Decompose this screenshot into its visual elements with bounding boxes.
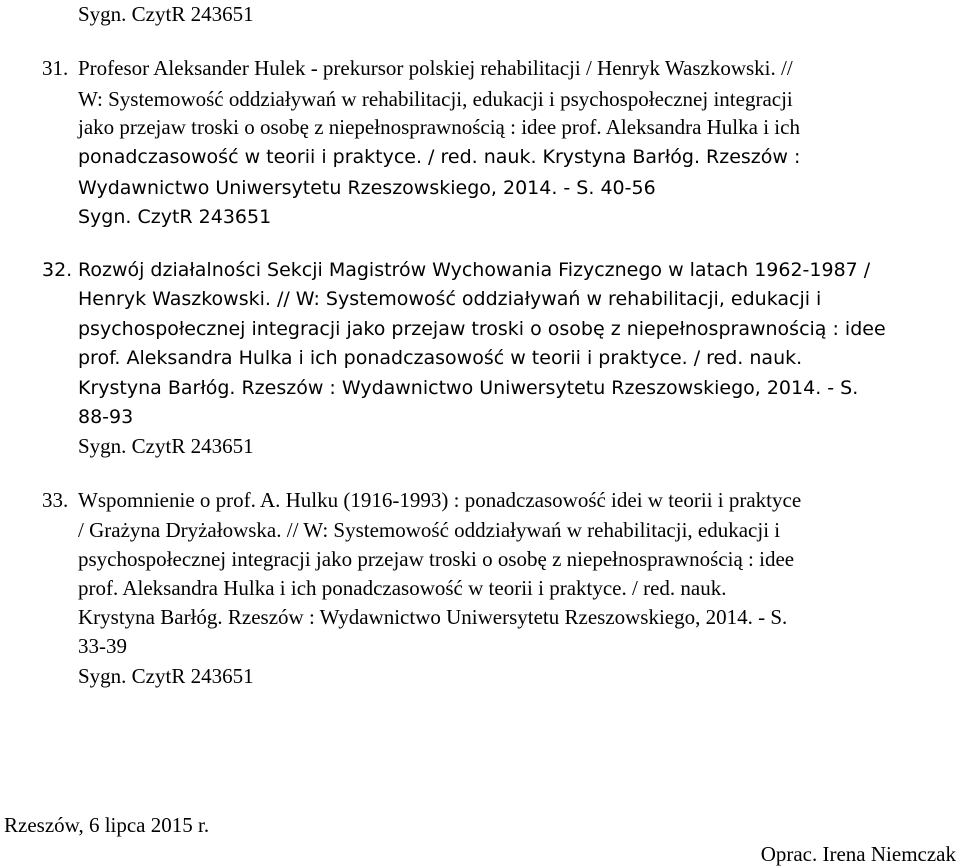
place-and-date: Rzeszów, 6 lipca 2015 r. bbox=[4, 813, 210, 837]
entry-line: prof. Aleksandra Hulka i ich ponadczasowość w teorii i praktyce. / red. nauk. bbox=[78, 576, 727, 600]
entry-line: 33-39 bbox=[78, 634, 127, 658]
entry-line: Henryk Waszkowski. // W: Systemowość oddziaływań w rehabilitacji, edukacji i bbox=[78, 288, 822, 310]
prepared-by: Oprac. Irena Niemczak bbox=[760, 842, 956, 866]
entry-line: Wydawnictwo Uniwersytetu Rzeszowskiego, 2014. - S. 40-56 bbox=[78, 177, 656, 199]
entry-line: / Grażyna Dryżałowska. // W: Systemowość oddziaływań w rehabilitacji, edukacji i bbox=[78, 518, 781, 542]
top-signature: Sygn. CzytR 243651 bbox=[78, 2, 254, 26]
entry-line: W: Systemowość oddziaływań w rehabilitacji, edukacji i psychospołecznej integracji bbox=[78, 87, 793, 111]
entry-signature: Sygn. CzytR 243651 bbox=[78, 206, 272, 228]
entry-line: Wspomnienie o prof. A. Hulku (1916-1993) : ponadczasowość idei w teorii i praktyce bbox=[78, 488, 802, 512]
entry-line: jako przejaw troski o osobę z niepełnosprawnością : idee prof. Aleksandra Hulka i ich bbox=[78, 115, 800, 139]
entry-line: Krystyna Barłóg. Rzeszów : Wydawnictwo Uniwersytetu Rzeszowskiego, 2014. - S. bbox=[78, 605, 788, 629]
entry-line: Krystyna Barłóg. Rzeszów : Wydawnictwo Uniwersytetu Rzeszowskiego, 2014. - S. bbox=[78, 377, 859, 399]
entry-line: psychospołecznej integracji jako przejaw troski o osobę z niepełnosprawnością : idee bbox=[78, 547, 795, 571]
entry-line: psychospołecznej integracji jako przejaw troski o osobę z niepełnosprawnością : idee bbox=[78, 318, 886, 340]
entry-line: ponadczasowość w teorii i praktyce. / red. nauk. Krystyna Barłóg. Rzeszów : bbox=[78, 146, 801, 168]
entry-signature: Sygn. CzytR 243651 bbox=[78, 434, 254, 458]
entry-number: 31. bbox=[42, 56, 69, 80]
entry-number: 33. bbox=[42, 488, 69, 512]
entry-line: Rozwój działalności Sekcji Magistrów Wychowania Fizycznego w latach 1962-1987 / bbox=[78, 259, 871, 281]
entry-number: 32. bbox=[42, 259, 73, 281]
entry-line: 88-93 bbox=[78, 406, 134, 428]
entry-line: Profesor Aleksander Hulek - prekursor polskiej rehabilitacji / Henryk Waszkowski. // bbox=[78, 56, 793, 80]
entry-line: prof. Aleksandra Hulka i ich ponadczasowość w teorii i praktyce. / red. nauk. bbox=[78, 347, 803, 369]
entry-signature: Sygn. CzytR 243651 bbox=[78, 664, 254, 688]
